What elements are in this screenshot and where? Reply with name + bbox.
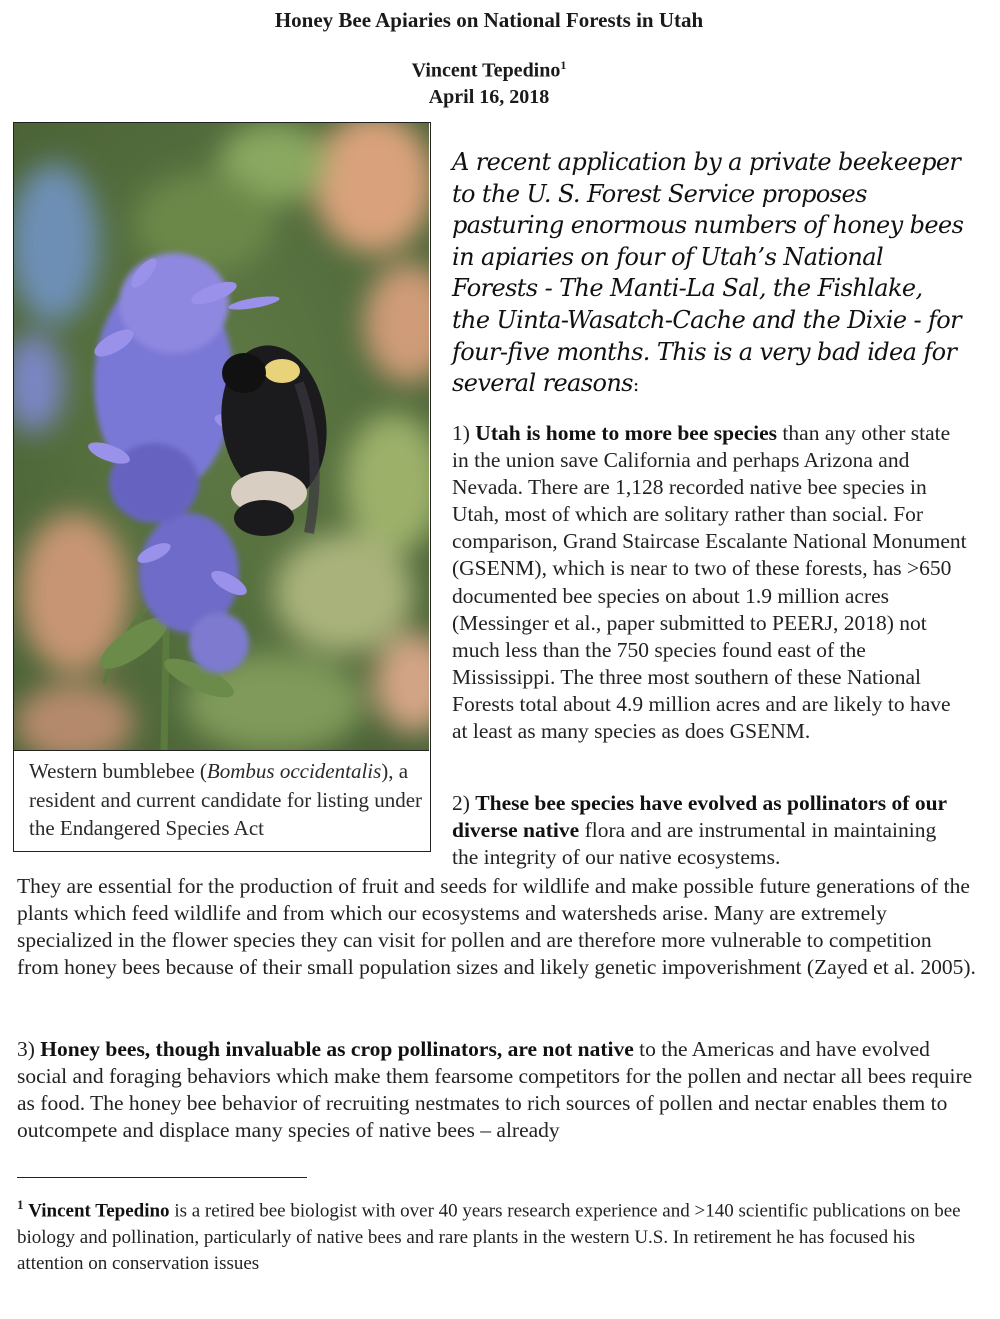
point-1-paragraph xyxy=(452,420,967,745)
bumblebee-on-flower-illustration xyxy=(14,123,429,750)
point-1-text: than any other state in the union save California and perhaps Arizona and Nevada. There are 1,128 recorded native bee species in Utah, most of which are solitary rather than social. For comparison, Grand Staircase Escalante National Monument (GSENM), which is near to two of these forests, has >650 documented bee species on about 1.9 million acres (Messinger et al., paper submitted to PEERJ, 2018) not much less than the 750 species found east of the Mississippi. The three most southern of these National Forests total about 4.9 million acres and are likely to have at least as many species as does GSENM. xyxy=(452,421,967,744)
point-2-continuation: They are essential for the production of fruit and seeds for wildlife and make possible future generations of the plants which feed wildlife and from which our ecosystems and watersheds arise. Many are extremely specialized in the flower species they can visit for pollen and are therefore more vulnerable to competition from honey bees because of their small population sizes and likely genetic impoverishment (Zayed et al. 2005). xyxy=(17,874,976,980)
point-2-text-right: flora and are instrumental in maintaining the integrity of our native ecosystems. xyxy=(452,818,937,870)
point-3-heading: Honey bees, though invaluable as crop pollinators, are not native xyxy=(40,1037,634,1061)
author-block xyxy=(0,52,978,110)
document-date: April 16, 2018 xyxy=(428,85,550,108)
point-3-paragraph xyxy=(17,1036,977,1144)
author-name: Vincent Tepedino xyxy=(411,59,561,82)
caption-prefix: Western bumblebee ( xyxy=(29,759,207,783)
bumblebee-photo xyxy=(14,123,429,751)
lead-text: A recent application by a private beekeeper to the U. S. Forest Service proposes pasturing enormous numbers of honey bees in apiaries on four of Utah’s National Forests - The Manti-La Sal, the Fishlake, the Uinta-Wasatch-Cache and the Dixie - for four-five months. This is a very bad idea for several reasons xyxy=(452,148,964,398)
footnote-name: Vincent Tepedino xyxy=(28,1200,170,1222)
document-title: Honey Bee Apiaries on National Forests in Utah xyxy=(274,8,704,32)
figure-caption xyxy=(29,757,424,843)
footnote xyxy=(17,1192,972,1278)
footnote-mark: 1 xyxy=(17,1197,24,1212)
figure-box xyxy=(13,122,431,852)
caption-suffix: ), a resident and current candidate for listing under the Endangered Species Act xyxy=(29,759,423,840)
author-footnote-mark: 1 xyxy=(560,58,567,72)
caption-species: Bombus occidentalis xyxy=(206,759,382,783)
point-1-heading: Utah is home to more bee species xyxy=(475,421,778,445)
lead-colon: : xyxy=(632,374,639,397)
lead-paragraph xyxy=(452,147,967,402)
point-1-number: 1) xyxy=(452,421,470,445)
point-2-heading: These bee species have evolved as pollinators of our diverse native xyxy=(452,791,947,843)
point-2-number: 2) xyxy=(452,791,470,815)
point-3-text: to the Americas and have evolved social and foraging behaviors which make them fearsome competitors for the pollen and nectar all bees require as food. The honey bee behavior of recruiting nestmates to rich sources of pollen and nectar enables them to outcompete and displace many species of native bees – already xyxy=(17,1037,973,1143)
point-3-number: 3) xyxy=(17,1037,35,1061)
footnote-divider xyxy=(17,1177,307,1178)
footnote-text: is a retired bee biologist with over 40 years research experience and >140 scientific publications on bee biology and pollination, particularly of native bees and rare plants in the western U.S. In retirement he has focused his attention on conservation issues xyxy=(17,1200,961,1275)
point-2-paragraph xyxy=(452,790,967,871)
